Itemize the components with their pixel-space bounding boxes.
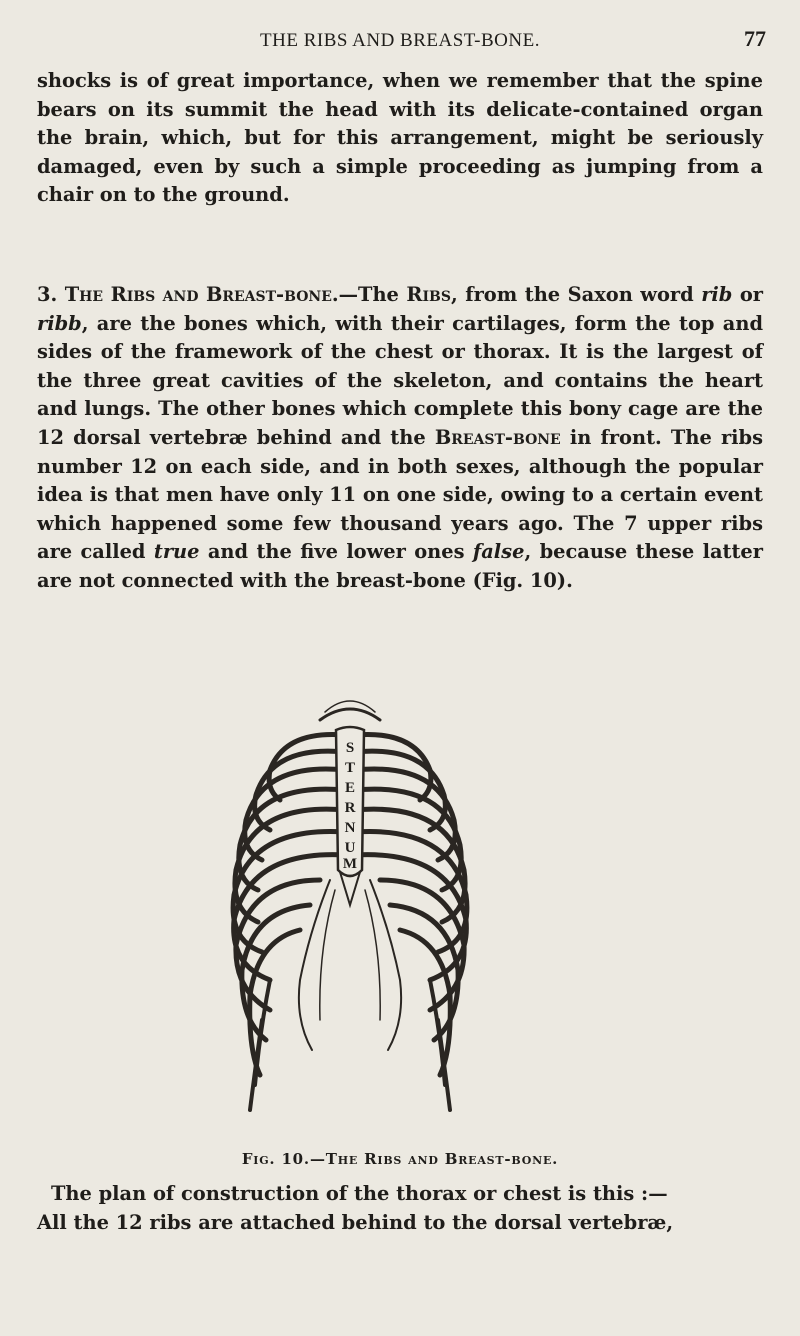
text-segment: , from the Saxon word: [451, 283, 702, 306]
paragraph-3-line: All the 12 ribs are attached behind to the dorsal vertebræ,: [37, 1210, 674, 1234]
text-segment: in front. The ribs number 12 on each side, and in both sexes, although the popular idea is that men have only 11 on one side, owing to a certain event which happened some few thousand years ago. The 7 upper ribs are called: [37, 425, 764, 564]
running-head: [0, 26, 800, 54]
word-true: true: [153, 540, 200, 564]
paragraph-2: [37, 281, 763, 596]
term-breast-bone: Breast-bone: [434, 425, 561, 449]
text-segment: , are the bones which, with their cartilages, form the top and sides of the framework of the chest or thorax. It is the largest of the three great cavities of the skeleton, and contains the heart and lungs. The other bones which complete this bony cage are the 12 dorsal vertebræ behind and the: [37, 311, 763, 449]
word-ribb: ribb: [37, 311, 82, 335]
sternum-letter: T: [344, 760, 356, 776]
rib-cage-figure: [200, 690, 500, 1130]
paragraph-1-text: shocks is of great importance, when we remember that the spine bears on its summit the head with its delicate-contained organ the brain, which, but for this arrangement, might be seriously damaged, even by such a simple proceeding as jumping from a chair on to the ground.: [37, 69, 763, 207]
sternum-letter: E: [344, 780, 356, 796]
rib-cage-illustration: [200, 690, 500, 1130]
section-number: 3.: [37, 283, 58, 306]
text-segment: , because these latter are not connected with the breast-bone (Fig. 10).: [37, 540, 763, 592]
running-title: THE RIBS AND BREAST-BONE.: [260, 30, 540, 51]
paragraph-1: [37, 67, 763, 210]
sternum-letter: N: [344, 820, 356, 836]
paragraph-2-text: [37, 281, 763, 596]
text-segment: and the five lower ones: [199, 540, 473, 564]
sternum-letter: R: [344, 800, 356, 816]
word-rib: rib: [701, 283, 733, 306]
section-heading: The Ribs and Breast-bone.: [64, 283, 339, 306]
sternum-letter: S: [345, 740, 355, 756]
paragraph-3-line: The plan of construction of the thorax or chest is this :—: [51, 1182, 668, 1205]
figure-caption: Fig. 10.—The Ribs and Breast-bone.: [241, 1150, 559, 1168]
sternum-letter: M: [342, 856, 358, 872]
heading-dash: —The: [338, 283, 407, 306]
page-number: 77: [744, 26, 766, 51]
text-segment: or: [732, 283, 763, 306]
sternum-letter: U: [344, 840, 356, 856]
term-ribs: Ribs: [406, 283, 451, 306]
word-false: false: [472, 540, 525, 564]
paragraph-3: [37, 1180, 763, 1237]
